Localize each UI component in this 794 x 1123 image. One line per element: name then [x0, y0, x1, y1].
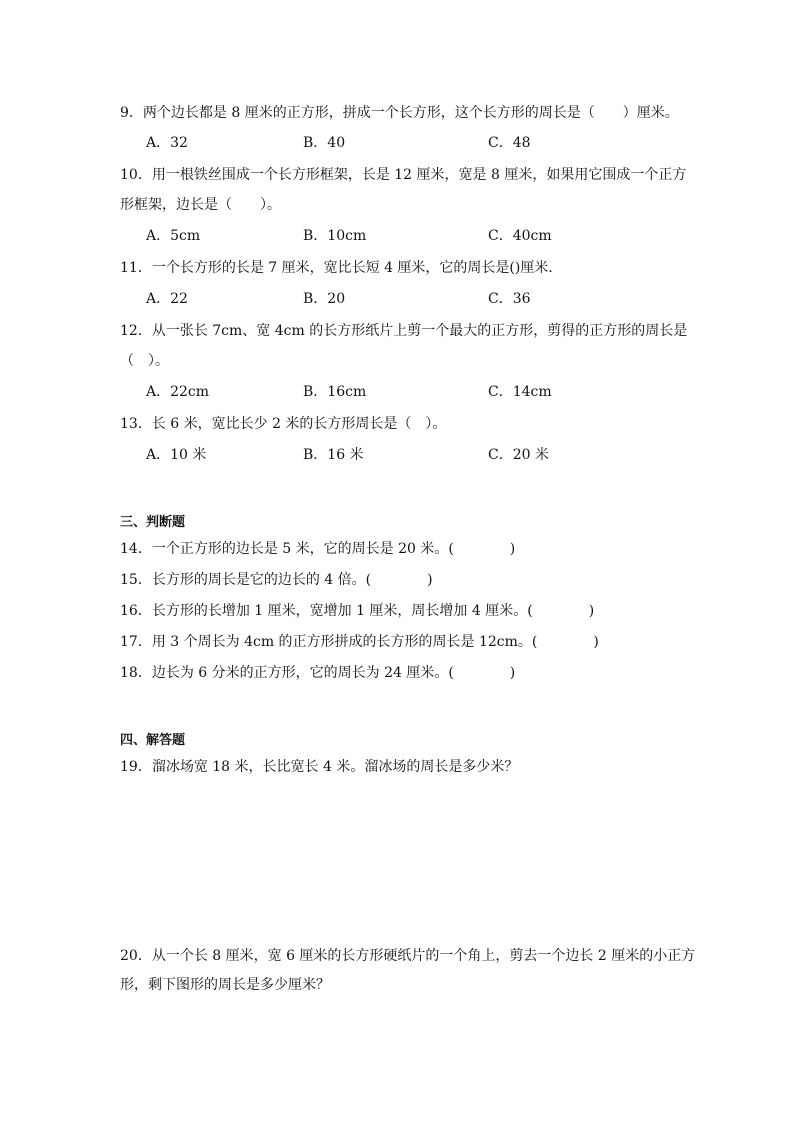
- question-18-text: 18．边长为 6 分米的正方形，它的周长为 24 厘米。( ): [120, 665, 516, 681]
- q12-option-a: A．22cm: [146, 384, 210, 400]
- section-heading-solve: 四、解答题: [120, 733, 186, 748]
- q12-option-b: B．16cm: [303, 384, 367, 400]
- q13-option-b: B．16 米: [303, 447, 364, 463]
- q11-option-c: C．36: [488, 291, 531, 307]
- q10-option-a: A．5cm: [146, 228, 201, 244]
- q11-option-b: B．20: [303, 291, 346, 307]
- q12-option-c: C．14cm: [488, 384, 552, 400]
- question-12-text-line2: （ ）。: [120, 353, 169, 369]
- q10-option-c: C．40cm: [488, 228, 552, 244]
- question-10-text-line2: 形框架，边长是（ ）。: [120, 197, 281, 213]
- question-12-text-line1: 12．从一张长 7cm、宽 4cm 的长方形纸片上剪一个最大的正方形，剪得的正方形的周长是: [120, 323, 688, 339]
- question-16-text: 16．长方形的长增加 1 厘米，宽增加 1 厘米，周长增加 4 厘米。( ): [120, 603, 595, 619]
- q9-option-b: B．40: [303, 135, 346, 151]
- q13-option-a: A．10 米: [146, 447, 207, 463]
- question-14-text: 14．一个正方形的边长是 5 米，它的周长是 20 米。( ): [120, 541, 516, 557]
- q9-option-a: A．32: [146, 135, 188, 151]
- question-19-text: 19．溜冰场宽 18 米，长比宽长 4 米。溜冰场的周长是多少米？: [120, 759, 519, 775]
- question-17-text: 17．用 3 个周长为 4cm 的正方形拼成的长方形的周长是 12cm。( ): [120, 634, 599, 650]
- question-15-text: 15．长方形的周长是它的边长的 4 倍。( ): [120, 572, 433, 588]
- question-10-text-line1: 10．用一根铁丝围成一个长方形框架，长是 12 厘米，宽是 8 厘米，如果用它围成一个正方: [120, 167, 687, 183]
- q11-option-a: A．22: [146, 291, 188, 307]
- question-9-text: 9．两个边长都是 8 厘米的正方形，拼成一个长方形，这个长方形的周长是（ ）厘米。: [120, 105, 679, 121]
- q10-option-b: B．10cm: [303, 228, 367, 244]
- q9-option-c: C．48: [488, 135, 531, 151]
- section-heading-judgement: 三、判断题: [120, 515, 186, 530]
- question-20-text-line1: 20．从一个长 8 厘米，宽 6 厘米的长方形硬纸片的一个角上，剪去一个边长 2 厘米的小正方: [120, 948, 696, 964]
- question-20-text-line2: 形，剩下图形的周长是多少厘米？: [120, 977, 330, 993]
- question-11-text: 11．一个长方形的长是 7 厘米，宽比长短 4 厘米，它的周长是()厘米．: [120, 260, 563, 276]
- q13-option-c: C．20 米: [488, 447, 549, 463]
- question-13-text: 13．长 6 米，宽比长少 2 米的长方形周长是（ ）。: [120, 416, 447, 432]
